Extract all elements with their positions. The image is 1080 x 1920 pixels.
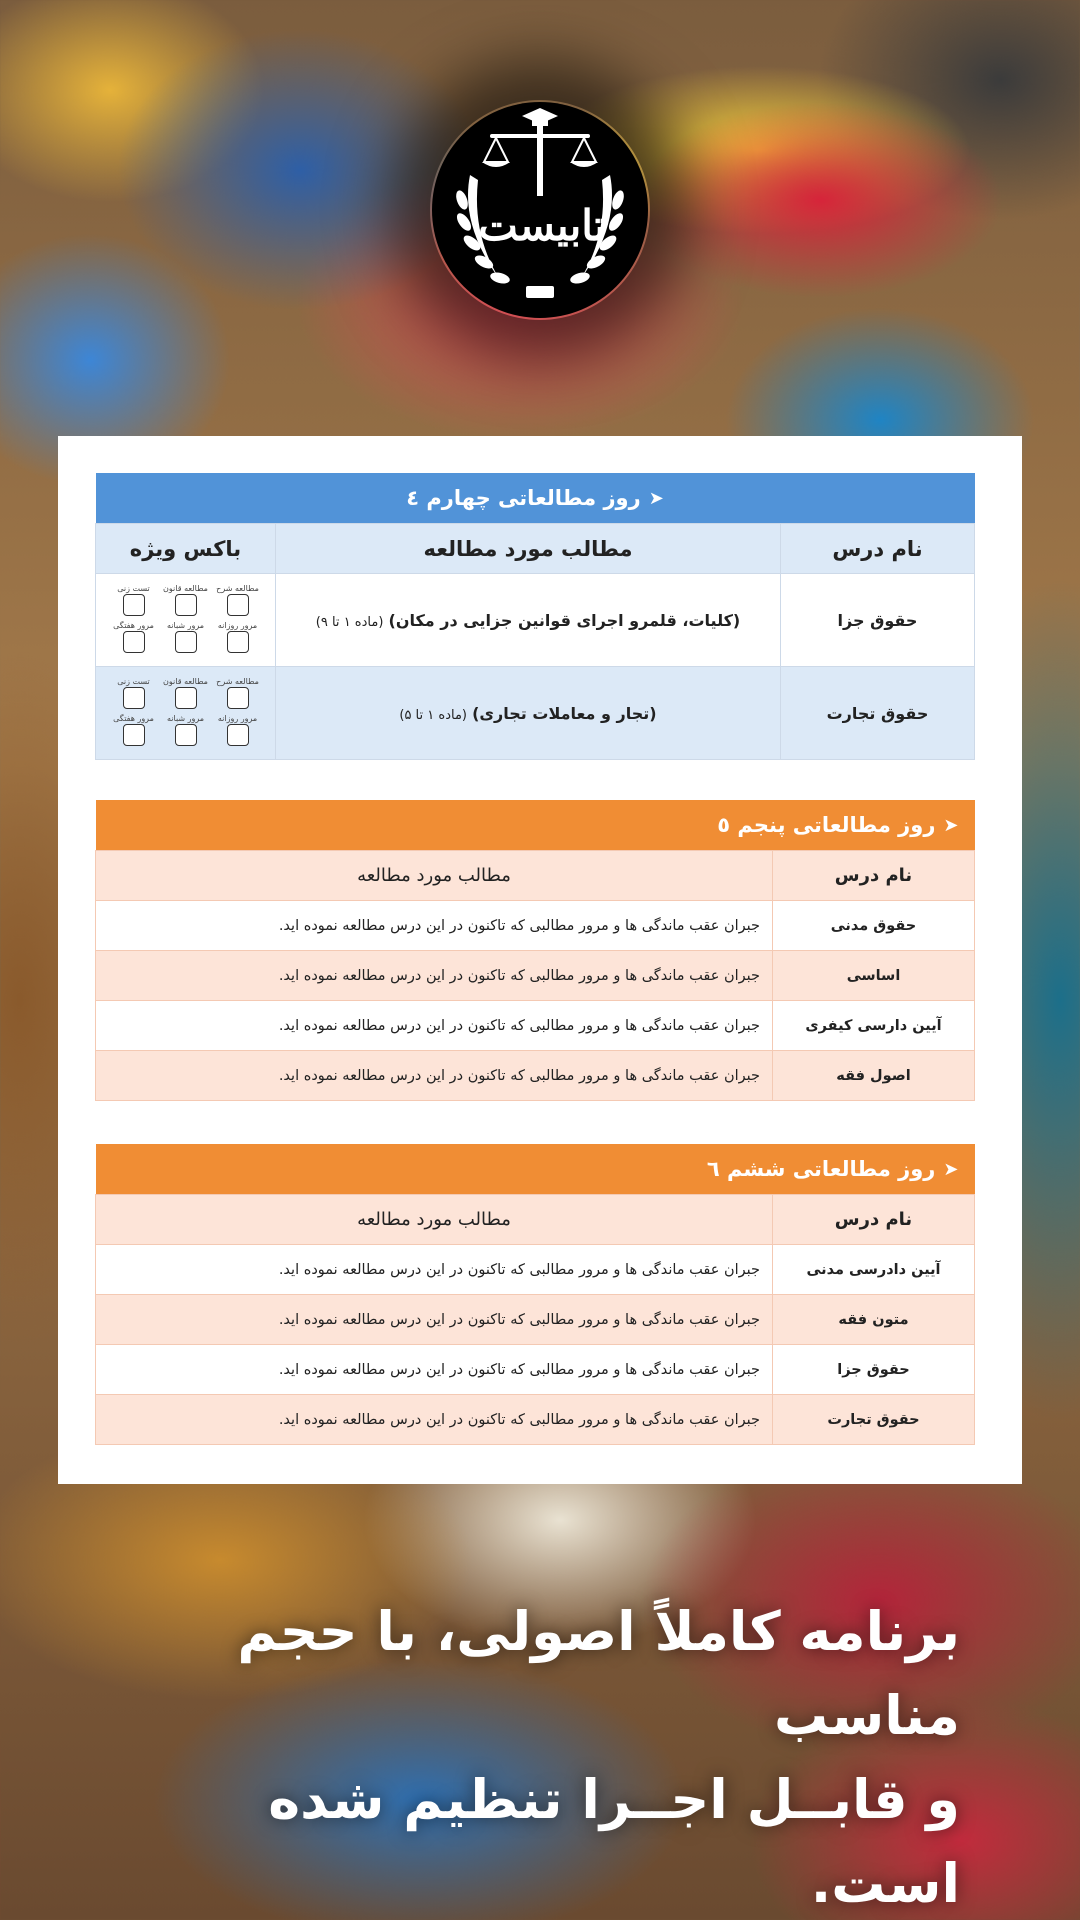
logo <box>430 100 650 320</box>
table-row <box>96 1395 975 1445</box>
row-subject: اصول فقه <box>773 1051 975 1101</box>
row-subject: متون فقه <box>773 1295 975 1345</box>
study-plan-card <box>58 436 1022 1484</box>
checkbox-read-law[interactable] <box>175 594 197 616</box>
table-row <box>96 1001 975 1051</box>
day6-table <box>95 1144 975 1445</box>
day4-title: روز مطالعاتی چهارم ٤ <box>406 486 641 510</box>
row-topic: جبران عقب ماندگی ها و مرور مطالبی که تاکنون در این درس مطالعه نموده اید. <box>96 1051 773 1101</box>
day5-title-bar <box>96 800 975 850</box>
checkbox-read-summary[interactable] <box>227 594 249 616</box>
checkbox-daily-review[interactable] <box>227 724 249 746</box>
day4-row2-subject: حقوق تجارت <box>781 667 975 760</box>
day4-row1-subject: حقوق جزا <box>781 574 975 667</box>
day4-header-box: باکس ویژه <box>96 524 276 574</box>
row-topic: جبران عقب ماندگی ها و مرور مطالبی که تاکنون در این درس مطالعه نموده اید. <box>96 1345 773 1395</box>
svg-text:تابیست: تابیست <box>478 201 606 250</box>
checkbox-weekly-review[interactable] <box>123 724 145 746</box>
slogan-line-1: برنامه کاملاً اصولی، با حجم مناسب <box>237 1600 960 1747</box>
row-topic: جبران عقب ماندگی ها و مرور مطالبی که تاکنون در این درس مطالعه نموده اید. <box>96 1245 773 1295</box>
day4-header-topics: مطالب مورد مطالعه <box>276 524 781 574</box>
table-row <box>96 901 975 951</box>
checkbox-weekly-review[interactable] <box>123 631 145 653</box>
send-icon: ➤ <box>943 1158 959 1180</box>
day5-header-subject: نام درس <box>773 851 975 901</box>
send-icon: ➤ <box>648 487 664 509</box>
checkbox-nightly-review[interactable] <box>175 631 197 653</box>
day4-title-bar <box>96 473 975 523</box>
row-topic: جبران عقب ماندگی ها و مرور مطالبی که تاکنون در این درس مطالعه نموده اید. <box>96 1001 773 1051</box>
checkbox-test[interactable] <box>123 594 145 616</box>
row-subject: آیین دارسی کیفری <box>773 1001 975 1051</box>
table-row <box>96 1245 975 1295</box>
table-row <box>96 1345 975 1395</box>
row-subject: حقوق تجارت <box>773 1395 975 1445</box>
slogan-line-2: و قابــل اجــرا تنظیم شده است. <box>268 1768 960 1915</box>
day5-title: روز مطالعاتی پنجم ٥ <box>717 813 936 837</box>
row-subject: اساسی <box>773 951 975 1001</box>
row-subject: حقوق جزا <box>773 1345 975 1395</box>
day6-header-topics: مطالب مورد مطالعه <box>96 1195 773 1245</box>
day4-row2-topic: (تجار و معاملات تجاری) (ماده ۱ تا ۵) <box>276 667 781 760</box>
slogan <box>120 1590 960 1920</box>
day4-header-subject: نام درس <box>781 524 975 574</box>
day6-header-subject: نام درس <box>773 1195 975 1245</box>
day5-table <box>95 800 975 1101</box>
day5-header-topics: مطالب مورد مطالعه <box>96 851 773 901</box>
row-subject: حقوق مدنی <box>773 901 975 951</box>
table-row <box>96 1295 975 1345</box>
row-topic: جبران عقب ماندگی ها و مرور مطالبی که تاکنون در این درس مطالعه نموده اید. <box>96 901 773 951</box>
day4-row1-topic: (کلیات، قلمرو اجرای قوانین جزایی در مکان) (ماده ۱ تا ۹) <box>276 574 781 667</box>
day6-title: روز مطالعاتی ششم ٦ <box>706 1157 936 1181</box>
day4-row1-checkboxes: مطالعه شرح مطالعه قانون تست زنی مرور روزانه مرور شبانه مرور هفتگی <box>96 574 276 667</box>
day4-table <box>95 473 975 760</box>
row-topic: جبران عقب ماندگی ها و مرور مطالبی که تاکنون در این درس مطالعه نموده اید. <box>96 1395 773 1445</box>
scales-of-justice-logo-icon <box>430 100 650 320</box>
table-row <box>96 951 975 1001</box>
checkbox-read-law[interactable] <box>175 687 197 709</box>
checkbox-read-summary[interactable] <box>227 687 249 709</box>
send-icon: ➤ <box>943 814 959 836</box>
row-topic: جبران عقب ماندگی ها و مرور مطالبی که تاکنون در این درس مطالعه نموده اید. <box>96 1295 773 1345</box>
day4-row2-checkboxes: مطالعه شرح مطالعه قانون تست زنی مرور روزانه مرور شبانه مرور هفتگی <box>96 667 276 760</box>
checkbox-daily-review[interactable] <box>227 631 249 653</box>
checkbox-test[interactable] <box>123 687 145 709</box>
checkbox-nightly-review[interactable] <box>175 724 197 746</box>
day6-title-bar <box>96 1144 975 1194</box>
table-row <box>96 1051 975 1101</box>
row-subject: آیین دادرسی مدنی <box>773 1245 975 1295</box>
row-topic: جبران عقب ماندگی ها و مرور مطالبی که تاکنون در این درس مطالعه نموده اید. <box>96 951 773 1001</box>
